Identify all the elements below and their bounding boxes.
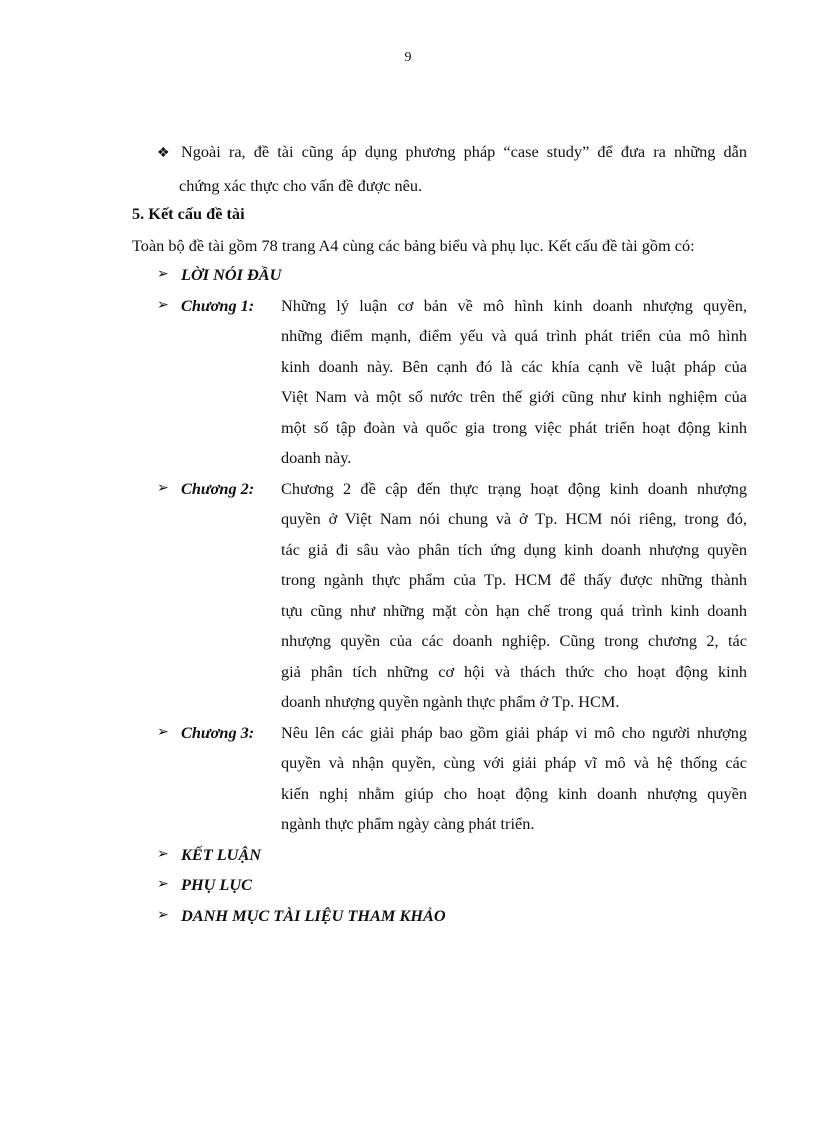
- chapter-text-line: Chương 2 đề cập đến thực trạng hoạt động kinh doanh nhượng: [281, 478, 747, 498]
- chapter-text-line: nhượng quyền của các doanh nghiệp. Cũng trong chương 2, tác: [281, 631, 747, 650]
- outline-item-references: [157, 901, 747, 932]
- arrow-bullet-icon: ➢: [157, 480, 169, 496]
- chapter-text-line: ngành thực phẩm ngày càng phát triển.: [281, 814, 535, 833]
- chapter-text-line: Nêu lên các giải pháp bao gồm giải pháp vi mô cho người nhượng: [281, 722, 747, 742]
- outline-item-chapter-3: [157, 718, 747, 840]
- chapter-text-line: giả phân tích những cơ hội và thách thức cho hoạt động kinh: [281, 661, 747, 681]
- arrow-bullet-icon: ➢: [157, 846, 169, 862]
- bullet-paragraph-line-1: Ngoài ra, đề tài cũng áp dụng phương pháp “case study” để đưa ra những dẫn: [181, 142, 747, 161]
- chapter-text-line: quyền và nhận quyền, cùng với giải pháp vĩ mô và hệ thống các: [281, 753, 747, 772]
- chapter-text-line: kiến nghị nhằm giúp cho hoạt động kinh doanh nhượng quyền: [281, 783, 747, 803]
- chapter-description: [281, 718, 747, 840]
- chapter-text-line: doanh này.: [281, 448, 352, 467]
- chapter-text-line: tác giả đi sâu vào phân tích ứng dụng kinh doanh nhượng quyền: [281, 539, 747, 559]
- outline-item-title: PHỤ LỤC: [181, 875, 252, 894]
- chapter-label: Chương 3:: [181, 722, 255, 742]
- intro-paragraph: Toàn bộ đề tài gồm 78 trang A4 cùng các bảng biểu và phụ lục. Kết cấu đề tài gồm có:: [132, 236, 695, 255]
- page-number: 9: [404, 50, 412, 65]
- chapter-text-line: những điểm mạnh, điểm yếu và quá trình phát triển của mô hình: [281, 326, 747, 345]
- chapter-text-line: doanh nhượng quyền ngành thực phẩm ở Tp. HCM.: [281, 692, 620, 711]
- outline-item-appendix: [157, 870, 747, 901]
- section-heading: 5. Kết cấu đề tài: [132, 204, 245, 223]
- arrow-bullet-icon: ➢: [157, 907, 169, 923]
- chapter-text-line: một số tập đoàn và quốc gia trong việc phát triển hoạt động kinh: [281, 417, 747, 437]
- chapter-label: Chương 2:: [181, 478, 255, 498]
- chapter-text-line: quyền ở Việt Nam nói chung và ở Tp. HCM nói riêng, trong đó,: [281, 509, 747, 528]
- chapter-text-line: tựu cũng như những mặt còn hạn chế trong quá trình kinh doanh: [281, 600, 747, 620]
- chapter-text-line: Việt Nam và một số nước trên thế giới cũng như kinh nghiệm của: [281, 387, 747, 406]
- arrow-bullet-icon: ➢: [157, 297, 169, 313]
- diamond-bullet-icon: ❖: [157, 146, 170, 161]
- bullet-paragraph: [157, 136, 747, 202]
- outline-item-chapter-2: [157, 474, 747, 718]
- arrow-bullet-icon: ➢: [157, 724, 169, 740]
- chapter-text-line: trong ngành thực phẩm của Tp. HCM để thấy được những thành: [281, 570, 747, 589]
- outline-item-title: KẾT LUẬN: [181, 844, 262, 864]
- chapter-label: Chương 1:: [181, 295, 255, 315]
- outline-item-title: LỜI NÓI ĐẦU: [181, 265, 282, 284]
- arrow-bullet-icon: ➢: [157, 267, 169, 282]
- chapter-description: [281, 291, 747, 474]
- arrow-bullet-icon: ➢: [157, 877, 169, 892]
- outline-item-preface: [157, 260, 747, 291]
- bullet-paragraph-line-2: chứng xác thực cho vấn đề được nêu.: [179, 176, 423, 195]
- chapter-text-line: Những lý luận cơ bản về mô hình kinh doanh nhượng quyền,: [281, 295, 747, 315]
- structure-outline: [157, 260, 747, 931]
- chapter-description: [281, 474, 747, 718]
- chapter-text-line: kinh doanh này. Bên cạnh đó là các khía cạnh về luật pháp của: [281, 356, 747, 376]
- outline-item-conclusion: [157, 840, 747, 871]
- outline-item-title: DANH MỤC TÀI LIỆU THAM KHẢO: [181, 905, 446, 925]
- outline-item-chapter-1: [157, 291, 747, 474]
